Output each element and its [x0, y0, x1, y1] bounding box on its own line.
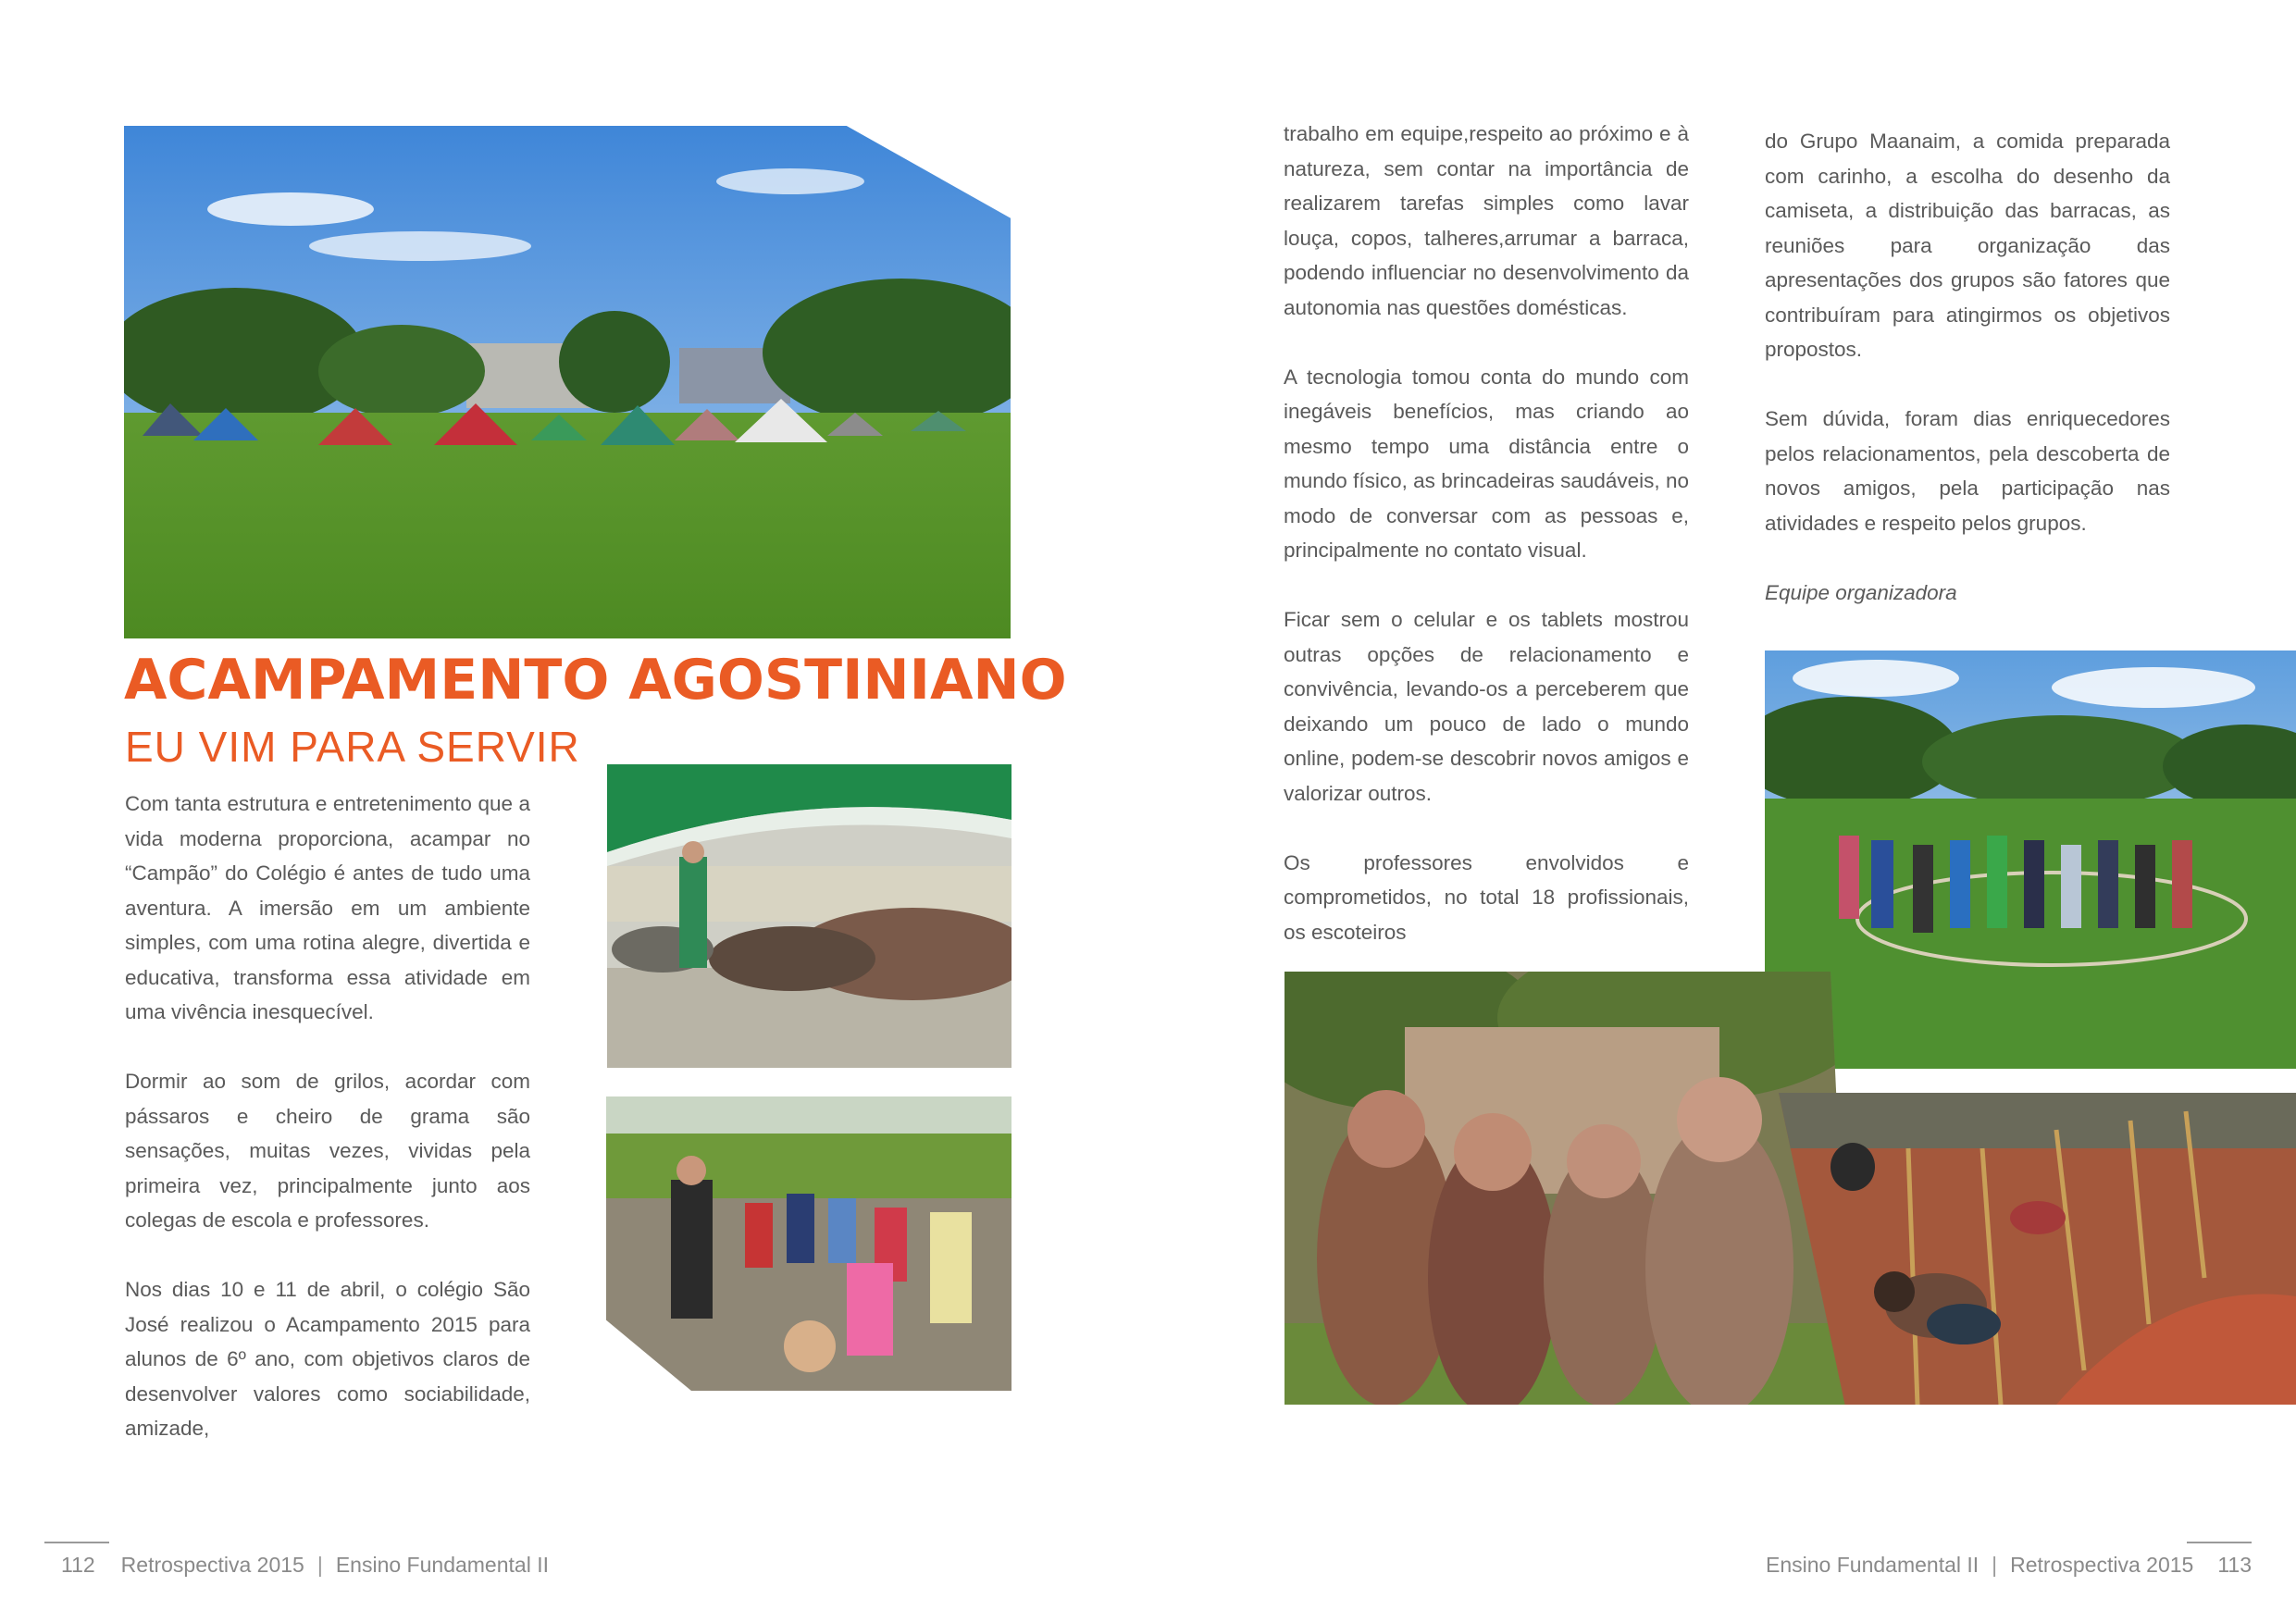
article-title: ACAMPAMENTO AGOSTINIANO [124, 648, 1067, 712]
page-number: 112 [61, 1553, 95, 1577]
photo-kids-outdoor-activity [606, 1096, 1011, 1391]
signature: Equipe organizadora [1765, 580, 1957, 604]
page-number: 113 [2217, 1553, 2252, 1577]
paragraph: Sem dúvida, foram dias enriquecedores pelos relacionamentos, pela descoberta de novos amigos, pela participação nas atividades e respeito pelos grupos. [1765, 407, 2170, 535]
photo-circle-game-field [1765, 650, 2296, 1069]
photo-students-auditorium [607, 764, 1011, 1068]
photo-mud-obstacle-course [1779, 1093, 2296, 1405]
footer-left [61, 1553, 549, 1578]
footer-rule-right [2187, 1542, 2252, 1543]
paragraph: do Grupo Maanaim, a comida preparada com carinho, a escolha do desenho da camiseta, a distribuição das barracas, as reuniões para organização das apresentações dos grupos são fatores que contribuíram para atingirmos os objetivos propostos. [1765, 130, 2170, 361]
publication-name: Retrospectiva 2015 [120, 1553, 304, 1577]
photo-muddy-girls [1285, 972, 1851, 1405]
section-name: Ensino Fundamental II [335, 1553, 549, 1577]
publication-name: Retrospectiva 2015 [2010, 1553, 2194, 1577]
paragraph: A tecnologia tomou conta do mundo com inegáveis benefícios, mas criando ao mesmo tempo uma distância entre o mundo físico, as brincadeiras saudáveis, no modo de conversar com as pessoas e, principalmente no contato visual. [1284, 365, 1689, 562]
left-text-column [125, 787, 530, 1481]
paragraph: Ficar sem o celular e os tablets mostrou outras opções de relacionamento e convivência, levando-os a perceberem que deixando um pouco de lado o mundo online, podem-se descobrir novos amigos e valorizar outros. [1284, 608, 1689, 805]
section-name: Ensino Fundamental II [1766, 1553, 1980, 1577]
footer-right [1766, 1553, 2252, 1578]
photo-tents-field [124, 126, 1011, 638]
paragraph: Dormir ao som de grilos, acordar com pássaros e cheiro de grama são sensações, muitas vezes, vividas pela primeira vez, principalmente junto aos colegas de escola e professores. [125, 1070, 530, 1232]
footer-rule-left [44, 1542, 109, 1543]
paragraph: trabalho em equipe,respeito ao próximo e à natureza, sem contar na importância de realizarem tarefas simples como lavar louça, copos, talheres,arrumar a barraca, podendo influenciar no desenvolvimento da autonomia nas questões domésticas. [1284, 122, 1689, 319]
footer-separator: | [1992, 1553, 1998, 1577]
middle-text-column [1284, 117, 1689, 985]
paragraph: Com tanta estrutura e entretenimento que a vida moderna proporciona, acampar no “Campão” do Colégio é antes de tudo uma aventura. A imersão em um ambiente simples, com uma rotina alegre, divertida e educativa, transforma essa atividade em uma vivência inesquecível. [125, 792, 530, 1023]
footer-separator: | [316, 1553, 323, 1577]
paragraph: Os professores envolvidos e comprometidos, no total 18 profissionais, os escoteiros [1284, 850, 1689, 944]
paragraph: Nos dias 10 e 11 de abril, o colégio São José realizou o Acampamento 2015 para alunos de 6º ano, com objetivos claros de desenvolver valores como sociabilidade, amizade, [125, 1278, 530, 1440]
right-text-column [1765, 124, 2170, 645]
article-subtitle: EU VIM PARA SERVIR [125, 723, 580, 771]
